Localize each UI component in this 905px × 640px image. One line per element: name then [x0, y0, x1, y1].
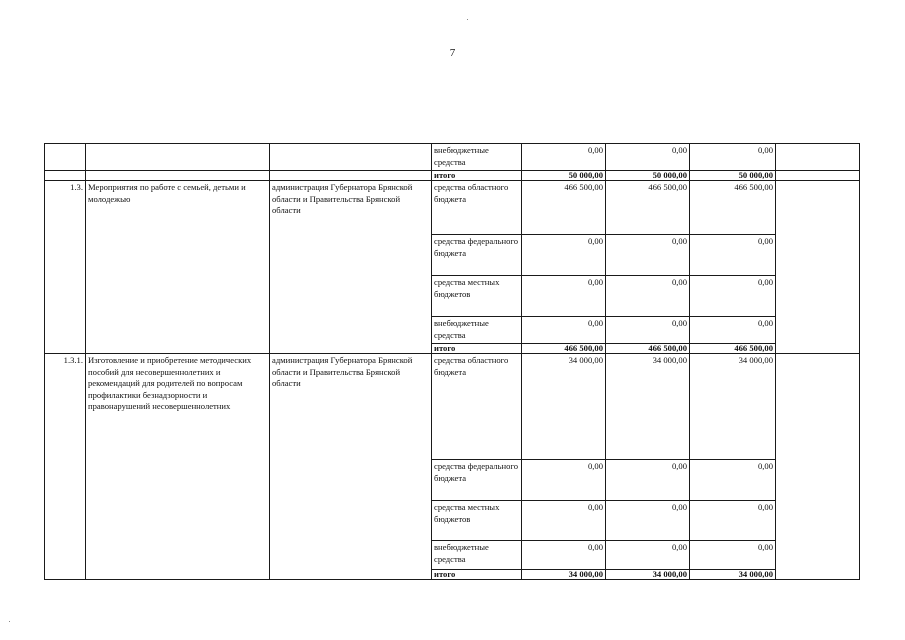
page-number: 7: [449, 47, 456, 59]
value-cell: 0,00: [690, 235, 776, 276]
value-cell: 0,00: [522, 317, 606, 344]
value-cell: 0,00: [690, 460, 776, 501]
name-cell: Изготовление и приобретение методических пособий для несовершеннолетних и рекомендаций для родителей по вопросам профилактики безнадзорности и правонарушений несовершеннолетних: [86, 354, 270, 580]
value-cell: 0,00: [522, 501, 606, 541]
executor-cell: администрация Губернатора Брянской области и Правительства Брянской области: [270, 181, 432, 354]
value-cell: 0,00: [606, 144, 690, 171]
empty-cell: [776, 181, 860, 354]
source-cell: средства федерального бюджета: [432, 235, 522, 276]
value-cell: 0,00: [606, 501, 690, 541]
source-cell: итого: [432, 570, 522, 580]
source-cell: средства местных бюджетов: [432, 276, 522, 317]
name-cell: [86, 171, 270, 181]
source-cell: внебюджетные средства: [432, 144, 522, 171]
value-cell: 0,00: [522, 144, 606, 171]
index-cell: [45, 171, 86, 181]
value-cell: 0,00: [522, 235, 606, 276]
source-cell: средства федерального бюджета: [432, 460, 522, 501]
value-cell: 50 000,00: [522, 171, 606, 181]
value-cell: 466 500,00: [606, 344, 690, 354]
value-cell: 0,00: [606, 276, 690, 317]
value-cell: 0,00: [690, 541, 776, 570]
budget-table: [44, 143, 860, 580]
value-cell: 34 000,00: [690, 354, 776, 460]
executor-cell: [270, 144, 432, 171]
table-row: [45, 354, 860, 460]
source-cell: средства областного бюджета: [432, 181, 522, 235]
total-row: [45, 171, 860, 181]
value-cell: 0,00: [690, 276, 776, 317]
value-cell: 34 000,00: [690, 570, 776, 580]
value-cell: 34 000,00: [606, 354, 690, 460]
scan-speck: [467, 19, 468, 20]
value-cell: 0,00: [690, 144, 776, 171]
value-cell: 0,00: [522, 541, 606, 570]
value-cell: 466 500,00: [522, 181, 606, 235]
empty-cell: [776, 171, 860, 181]
empty-cell: [776, 354, 860, 580]
value-cell: 0,00: [606, 235, 690, 276]
value-cell: 466 500,00: [690, 181, 776, 235]
value-cell: 466 500,00: [606, 181, 690, 235]
value-cell: 34 000,00: [522, 354, 606, 460]
index-cell: 1.3.: [45, 181, 86, 354]
index-cell: 1.3.1.: [45, 354, 86, 580]
value-cell: 0,00: [690, 317, 776, 344]
source-cell: внебюджетные средства: [432, 317, 522, 344]
scan-speck: [9, 621, 10, 622]
empty-cell: [776, 144, 860, 171]
value-cell: 50 000,00: [690, 171, 776, 181]
source-cell: итого: [432, 171, 522, 181]
value-cell: 466 500,00: [690, 344, 776, 354]
value-cell: 34 000,00: [522, 570, 606, 580]
name-cell: Мероприятия по работе с семьей, детьми и молодежью: [86, 181, 270, 354]
index-cell: [45, 144, 86, 171]
table-row: [45, 181, 860, 235]
value-cell: 0,00: [690, 501, 776, 541]
executor-cell: администрация Губернатора Брянской области и Правительства Брянской области: [270, 354, 432, 580]
source-cell: итого: [432, 344, 522, 354]
value-cell: 34 000,00: [606, 570, 690, 580]
source-cell: средства областного бюджета: [432, 354, 522, 460]
source-cell: внебюджетные средства: [432, 541, 522, 570]
table-row: [45, 144, 860, 171]
value-cell: 0,00: [522, 460, 606, 501]
value-cell: 466 500,00: [522, 344, 606, 354]
value-cell: 0,00: [606, 541, 690, 570]
source-cell: средства местных бюджетов: [432, 501, 522, 541]
value-cell: 50 000,00: [606, 171, 690, 181]
value-cell: 0,00: [606, 460, 690, 501]
value-cell: 0,00: [522, 276, 606, 317]
executor-cell: [270, 171, 432, 181]
value-cell: 0,00: [606, 317, 690, 344]
name-cell: [86, 144, 270, 171]
